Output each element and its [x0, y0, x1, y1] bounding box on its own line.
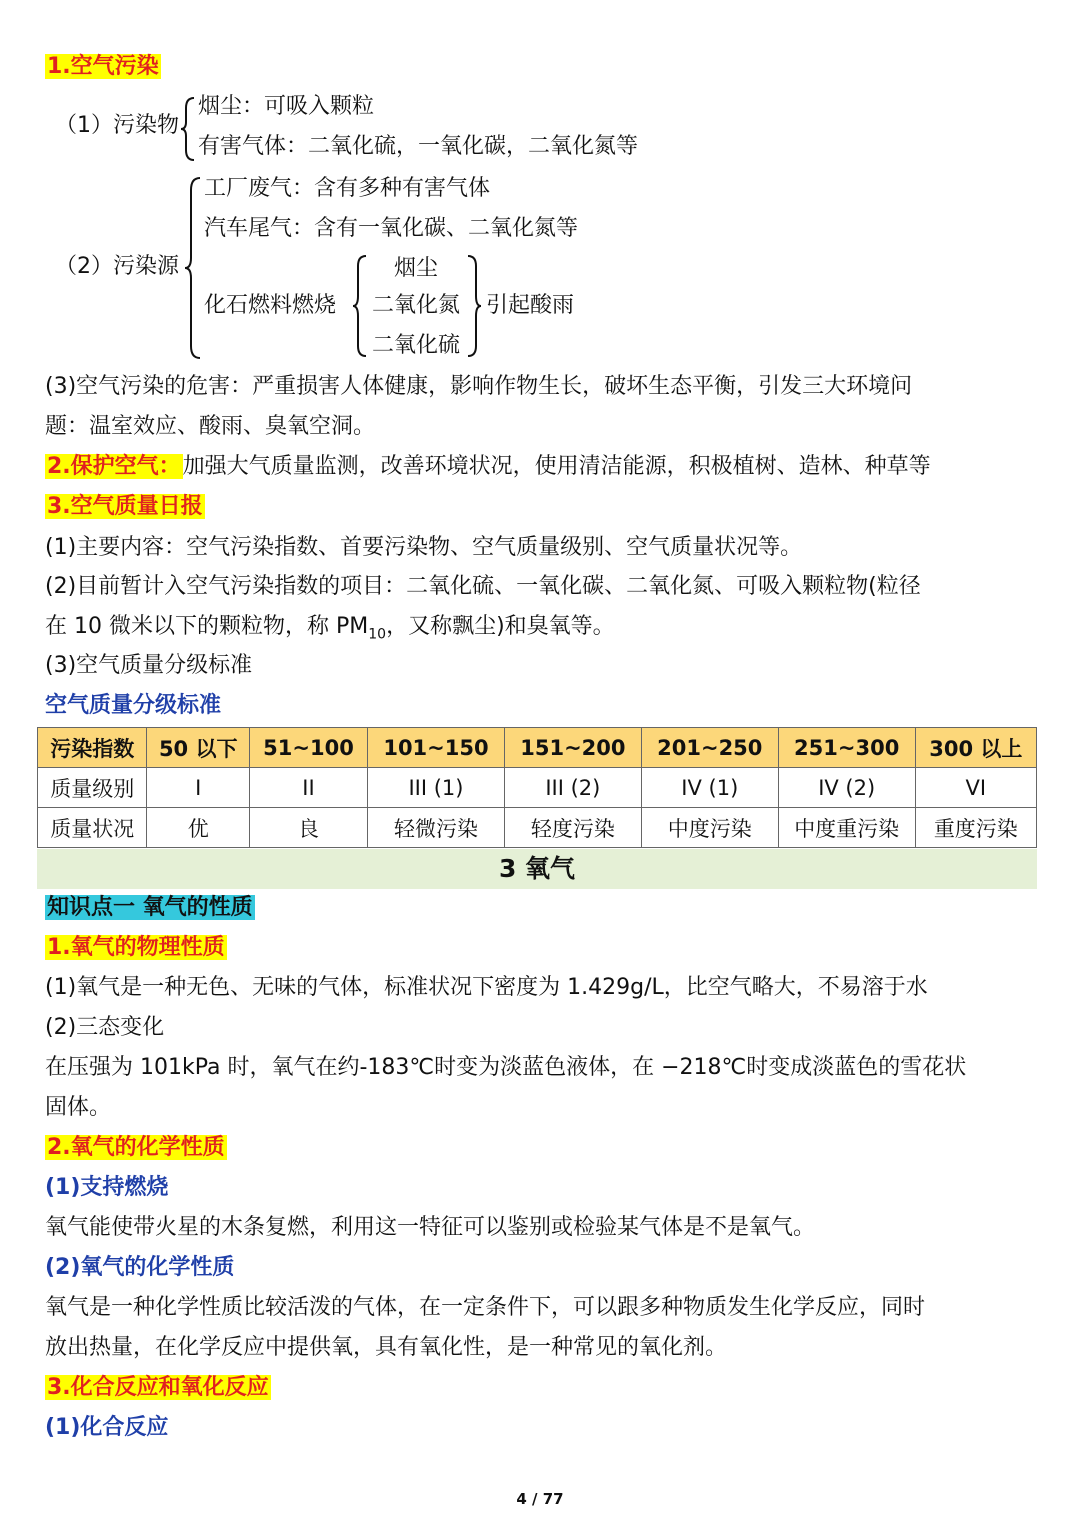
- table-header-cell: 300 以上: [915, 728, 1036, 768]
- table-header-cell: 51~100: [249, 728, 367, 768]
- right-brace-icon: [466, 254, 482, 358]
- table-row: [38, 768, 1037, 808]
- table-header-cell: 101~150: [368, 728, 505, 768]
- pollutant-item: 烟尘：可吸入颗粒: [198, 94, 375, 119]
- table-cell: III (1): [368, 768, 505, 808]
- section-3-title: 3.空气质量日报: [47, 494, 203, 519]
- left-brace-icon: [352, 254, 368, 358]
- sources-label: （2）污染源: [55, 254, 179, 279]
- pollutants-label: （1）污染物: [55, 113, 179, 138]
- source-item: 化石燃料燃烧: [204, 293, 337, 318]
- table-cell: IV (1): [641, 768, 778, 808]
- report-line: (2)目前暂计入空气污染指数的项目：二氧化硫、一氧化碳、二氧化氮、可吸入颗粒物(粒径: [45, 574, 921, 599]
- table-cell: 优: [147, 808, 249, 848]
- reaction-title: 3.化合反应和氧化反应: [47, 1375, 269, 1400]
- table-title: 空气质量分级标准: [45, 693, 222, 718]
- subheading: (2)氧气的化学性质: [45, 1255, 235, 1280]
- section-1-title: 1.空气污染: [47, 54, 159, 79]
- section-2-title: 2.保护空气：: [47, 454, 181, 479]
- section-2-text: 加强大气质量监测，改善环境状况，使用清洁能源，积极植树、造林、种草等: [182, 454, 931, 479]
- table-cell: 轻度污染: [504, 808, 641, 848]
- acid-rain-result: 引起酸雨: [486, 293, 575, 318]
- physical-text: 固体。: [45, 1095, 112, 1120]
- harm-text: (3)空气污染的危害：严重损害人体健康，影响作物生长，破坏生态平衡，引发三大环境问: [45, 374, 913, 399]
- table-cell: 良: [249, 808, 367, 848]
- physical-text: (1)氧气是一种无色、无味的气体，标准状况下密度为 1.429g/L，比空气略大，不易溶于水: [45, 975, 928, 1000]
- table-row: [38, 808, 1037, 848]
- chapter-banner: 3 氧气: [37, 849, 1037, 889]
- pollutant-item: 有害气体：二氧化硫，一氧化碳，二氧化氮等: [198, 134, 639, 159]
- table-cell: 质量级别: [38, 768, 147, 808]
- source-item: 工厂废气：含有多种有害气体: [204, 176, 491, 201]
- report-line: (3)空气质量分级标准: [45, 653, 253, 678]
- table-cell: 轻微污染: [368, 808, 505, 848]
- table-cell: 质量状况: [38, 808, 147, 848]
- oxygen-chemical-title: 2.氧气的化学性质: [47, 1135, 225, 1160]
- table-cell: 中度重污染: [778, 808, 915, 848]
- physical-text: 在压强为 101kPa 时，氧气在约-183℃时变为淡蓝色液体，在 −218℃时变成淡蓝色的雪花状: [45, 1055, 967, 1080]
- fossil-item: 二氧化氮: [371, 293, 460, 318]
- harm-text: 题：温室效应、酸雨、臭氧空洞。: [45, 414, 376, 439]
- knowledge-point-title: 知识点一 氧气的性质: [47, 895, 253, 920]
- table-header-cell: 151~200: [504, 728, 641, 768]
- oxygen-physical-title: 1.氧气的物理性质: [47, 935, 225, 960]
- table-header-row: [38, 728, 1037, 768]
- table-header-cell: 污染指数: [38, 728, 147, 768]
- subheading: (1)支持燃烧: [45, 1175, 169, 1200]
- table-header-cell: 50 以下: [147, 728, 249, 768]
- section-2: [45, 452, 931, 482]
- source-item: 汽车尾气：含有一氧化碳、二氧化氮等: [204, 216, 579, 241]
- physical-text: (2)三态变化: [45, 1015, 165, 1040]
- table-cell: IV (2): [778, 768, 915, 808]
- table-cell: 重度污染: [915, 808, 1036, 848]
- table-cell: VI: [915, 768, 1036, 808]
- air-quality-table: [37, 727, 1037, 848]
- fossil-item: 二氧化硫: [371, 333, 460, 358]
- subheading: (1)化合反应: [45, 1415, 169, 1440]
- table-cell: 中度污染: [641, 808, 778, 848]
- table-header-cell: 251~300: [778, 728, 915, 768]
- chemical-text: 放出热量，在化学反应中提供氧，具有氧化性，是一种常见的氧化剂。: [45, 1335, 728, 1360]
- table-header-cell: 201~250: [641, 728, 778, 768]
- left-brace-icon: [180, 96, 196, 162]
- chemical-text: 氧气是一种化学性质比较活泼的气体，在一定条件下，可以跟多种物质发生化学反应，同时: [45, 1295, 926, 1320]
- table-cell: II: [249, 768, 367, 808]
- page-number: 4 / 77: [516, 1490, 564, 1508]
- report-line: (1)主要内容：空气污染指数、首要污染物、空气质量级别、空气质量状况等。: [45, 535, 803, 560]
- table-cell: I: [147, 768, 249, 808]
- report-line: 在 10 微米以下的颗粒物，称 $PM_{10}$，又称飘尘)和臭氧等。: [45, 614, 615, 643]
- fossil-item: 烟尘: [393, 256, 438, 281]
- chemical-text: 氧气能使带火星的木条复燃，利用这一特征可以鉴别或检验某气体是不是氧气。: [45, 1215, 816, 1240]
- table-cell: III (2): [504, 768, 641, 808]
- left-brace-icon: [184, 176, 202, 360]
